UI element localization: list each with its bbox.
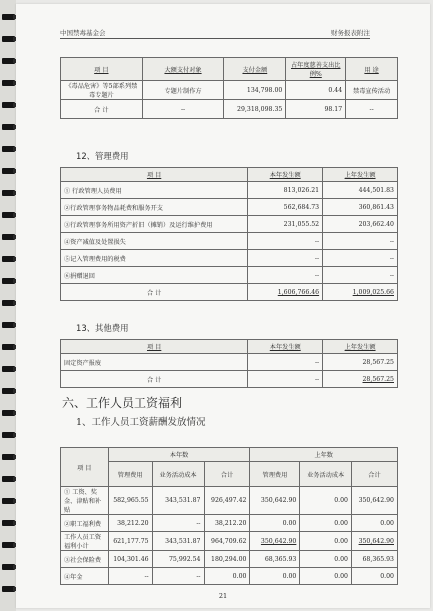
header-cell: 项 目 bbox=[61, 58, 143, 81]
cell: 0.00 bbox=[204, 568, 250, 585]
cell: -- bbox=[248, 250, 323, 267]
cell: ① 工资、奖金、津贴和补贴 bbox=[61, 487, 109, 515]
cell: 0.00 bbox=[300, 487, 352, 515]
binding-clip bbox=[2, 14, 15, 20]
cell: 813,026.21 bbox=[248, 182, 323, 199]
cell: 0.44 bbox=[286, 81, 346, 100]
table-header-row bbox=[61, 168, 398, 182]
cell: 28,567.25 bbox=[323, 371, 398, 388]
binding-clip bbox=[2, 278, 15, 284]
table-row bbox=[61, 532, 398, 551]
section-title-12: 12、管理费用 bbox=[76, 151, 129, 161]
cell: 621,177.75 bbox=[108, 532, 152, 551]
binding-clip bbox=[2, 212, 15, 218]
section-title-13: 13、其他费用 bbox=[76, 323, 129, 333]
binding-clip bbox=[2, 388, 15, 394]
header-cell: 本年发生额 bbox=[248, 168, 323, 182]
header-cell: 业务活动成本 bbox=[152, 462, 204, 487]
major-payments-table bbox=[60, 57, 398, 119]
table-row bbox=[61, 371, 398, 388]
binding-clip bbox=[2, 102, 15, 108]
cell: ④年金 bbox=[61, 568, 109, 585]
binding-clip bbox=[2, 124, 15, 130]
cell: 专题片制作方 bbox=[142, 81, 224, 100]
table-row bbox=[61, 551, 398, 568]
cell: 0.00 bbox=[300, 515, 352, 532]
header-cell: 合计 bbox=[204, 462, 250, 487]
table-row bbox=[61, 81, 398, 100]
cell: 1,009,025.66 bbox=[323, 284, 398, 301]
cell: 68,365.93 bbox=[351, 551, 397, 568]
cell: 0.00 bbox=[300, 551, 352, 568]
page-number: 21 bbox=[218, 592, 228, 600]
cell: 75,992.54 bbox=[152, 551, 204, 568]
section-title-6: 六、工作人员工资福利 bbox=[62, 396, 183, 410]
header-cell: 大额支付对象 bbox=[142, 58, 224, 81]
cell: 0.00 bbox=[250, 568, 300, 585]
table-row bbox=[61, 284, 398, 301]
cell: 0.00 bbox=[351, 515, 397, 532]
cell: 350,642.90 bbox=[351, 532, 397, 551]
binding-clip bbox=[2, 190, 15, 196]
table-row bbox=[61, 182, 398, 199]
cell: 固定资产报废 bbox=[61, 354, 248, 371]
binding-clip bbox=[2, 322, 15, 328]
cell: 28,567.25 bbox=[323, 354, 398, 371]
header-doc: 财务报表附注 bbox=[331, 29, 370, 37]
cell: 68,365.93 bbox=[250, 551, 300, 568]
cell: 582,965.55 bbox=[108, 487, 152, 515]
table-row bbox=[61, 199, 398, 216]
binding-clip bbox=[2, 454, 15, 460]
admin-expenses-table bbox=[60, 167, 398, 301]
cell: 231,055.52 bbox=[248, 216, 323, 233]
binding-clip bbox=[2, 432, 15, 438]
table-header-row bbox=[61, 462, 398, 487]
header-org: 中国禁毒基金会 bbox=[60, 29, 106, 37]
cell: 343,531.87 bbox=[152, 532, 204, 551]
cell: 0.00 bbox=[250, 515, 300, 532]
table-row bbox=[61, 267, 398, 284]
cell: 0.00 bbox=[300, 532, 352, 551]
header-cell: 占年度慈善支出比例% bbox=[286, 58, 346, 81]
cell: 38,212.20 bbox=[108, 515, 152, 532]
cell: 360,861.43 bbox=[323, 199, 398, 216]
binding-clip bbox=[2, 344, 15, 350]
table-header-row bbox=[61, 340, 398, 354]
cell: 350,642.90 bbox=[250, 487, 300, 515]
header-cell: 本年发生额 bbox=[248, 340, 323, 354]
cell: -- bbox=[323, 267, 398, 284]
cell: 禁毒宣传活动 bbox=[346, 81, 398, 100]
table-row bbox=[61, 568, 398, 585]
table-header-row bbox=[61, 448, 398, 462]
cell: -- bbox=[152, 515, 204, 532]
cell: 0.00 bbox=[300, 568, 352, 585]
binding-clip bbox=[2, 80, 15, 86]
cell: 180,294.00 bbox=[204, 551, 250, 568]
cell: -- bbox=[108, 568, 152, 585]
cell: 964,709.62 bbox=[204, 532, 250, 551]
binding-clip bbox=[2, 586, 15, 592]
cell: ④资产减值及处置损失 bbox=[61, 233, 248, 250]
cell: ① 行政管理人员费用 bbox=[61, 182, 248, 199]
table-row bbox=[61, 100, 398, 119]
cell: -- bbox=[323, 250, 398, 267]
binding-clip bbox=[2, 542, 15, 548]
header-cell: 业务活动成本 bbox=[300, 462, 352, 487]
table-row bbox=[61, 233, 398, 250]
header-cell: 本年数 bbox=[108, 448, 250, 462]
cell: ②职工福利费 bbox=[61, 515, 109, 532]
section-title-6-1: 1、工作人员工资薪酬发放情况 bbox=[76, 417, 206, 428]
binding-clip bbox=[2, 58, 15, 64]
header-cell: 上年数 bbox=[250, 448, 398, 462]
binding-clip bbox=[2, 410, 15, 416]
cell: 203,662.40 bbox=[323, 216, 398, 233]
header-cell: 上年发生额 bbox=[323, 168, 398, 182]
cell: 1,606,766.46 bbox=[248, 284, 323, 301]
binding-clip bbox=[2, 498, 15, 504]
header-cell: 合计 bbox=[351, 462, 397, 487]
binding-clip bbox=[2, 256, 15, 262]
table-row bbox=[61, 250, 398, 267]
header-cell: 项 目 bbox=[61, 448, 109, 487]
cell: -- bbox=[346, 100, 398, 119]
cell: -- bbox=[142, 100, 224, 119]
cell: -- bbox=[152, 568, 204, 585]
header-cell: 管理费用 bbox=[250, 462, 300, 487]
binding-clip bbox=[2, 168, 15, 174]
cell: -- bbox=[248, 267, 323, 284]
binding-clip bbox=[2, 520, 15, 526]
header-cell: 用 途 bbox=[346, 58, 398, 81]
binding-strip bbox=[0, 0, 16, 611]
cell: ③社会保险费 bbox=[61, 551, 109, 568]
document-page bbox=[16, 4, 430, 608]
cell: ③行政管理事务所用资产折旧（摊销）及运行维护费用 bbox=[61, 216, 248, 233]
cell: ⑤记入管理费用的税费 bbox=[61, 250, 248, 267]
cell: 合 计 bbox=[61, 284, 248, 301]
cell: 444,501.83 bbox=[323, 182, 398, 199]
cell: 合 计 bbox=[61, 371, 248, 388]
binding-clip bbox=[2, 146, 15, 152]
cell: 38,212.20 bbox=[204, 515, 250, 532]
cell: -- bbox=[323, 233, 398, 250]
cell: 29,318,098.35 bbox=[224, 100, 286, 119]
header-cell: 上年发生额 bbox=[323, 340, 398, 354]
cell: -- bbox=[248, 354, 323, 371]
table-row bbox=[61, 487, 398, 515]
binding-clip bbox=[2, 476, 15, 482]
other-expenses-table bbox=[60, 339, 398, 388]
table-row bbox=[61, 216, 398, 233]
binding-clip bbox=[2, 300, 15, 306]
cell: 工作人员工资福利小计 bbox=[61, 532, 109, 551]
cell: 0.00 bbox=[351, 568, 397, 585]
cell: -- bbox=[248, 233, 323, 250]
binding-clip bbox=[2, 564, 15, 570]
binding-clip bbox=[2, 36, 15, 42]
cell: 98.17 bbox=[286, 100, 346, 119]
cell: 134,798.00 bbox=[224, 81, 286, 100]
cell: ②行政管理事务物品耗费和服务开支 bbox=[61, 199, 248, 216]
cell: 合 计 bbox=[61, 100, 143, 119]
binding-clip bbox=[2, 366, 15, 372]
cell: 562,684.73 bbox=[248, 199, 323, 216]
cell: -- bbox=[248, 371, 323, 388]
staff-salary-table bbox=[60, 447, 398, 585]
cell: 926,497.42 bbox=[204, 487, 250, 515]
header-cell: 项 目 bbox=[61, 168, 248, 182]
header-cell: 项 目 bbox=[61, 340, 248, 354]
cell: ⑥捐赠退回 bbox=[61, 267, 248, 284]
table-header-row bbox=[61, 58, 398, 81]
cell: 350,642.90 bbox=[250, 532, 300, 551]
cell: 104,301.46 bbox=[108, 551, 152, 568]
page-header bbox=[60, 26, 370, 39]
cell: 350,642.90 bbox=[351, 487, 397, 515]
table-row bbox=[61, 354, 398, 371]
binding-clip bbox=[2, 234, 15, 240]
table-row bbox=[61, 515, 398, 532]
header-cell: 支付金额 bbox=[224, 58, 286, 81]
cell: 《毒品危害》等5部系列禁毒专题片 bbox=[61, 81, 143, 100]
header-cell: 管理费用 bbox=[108, 462, 152, 487]
cell: 343,531.87 bbox=[152, 487, 204, 515]
